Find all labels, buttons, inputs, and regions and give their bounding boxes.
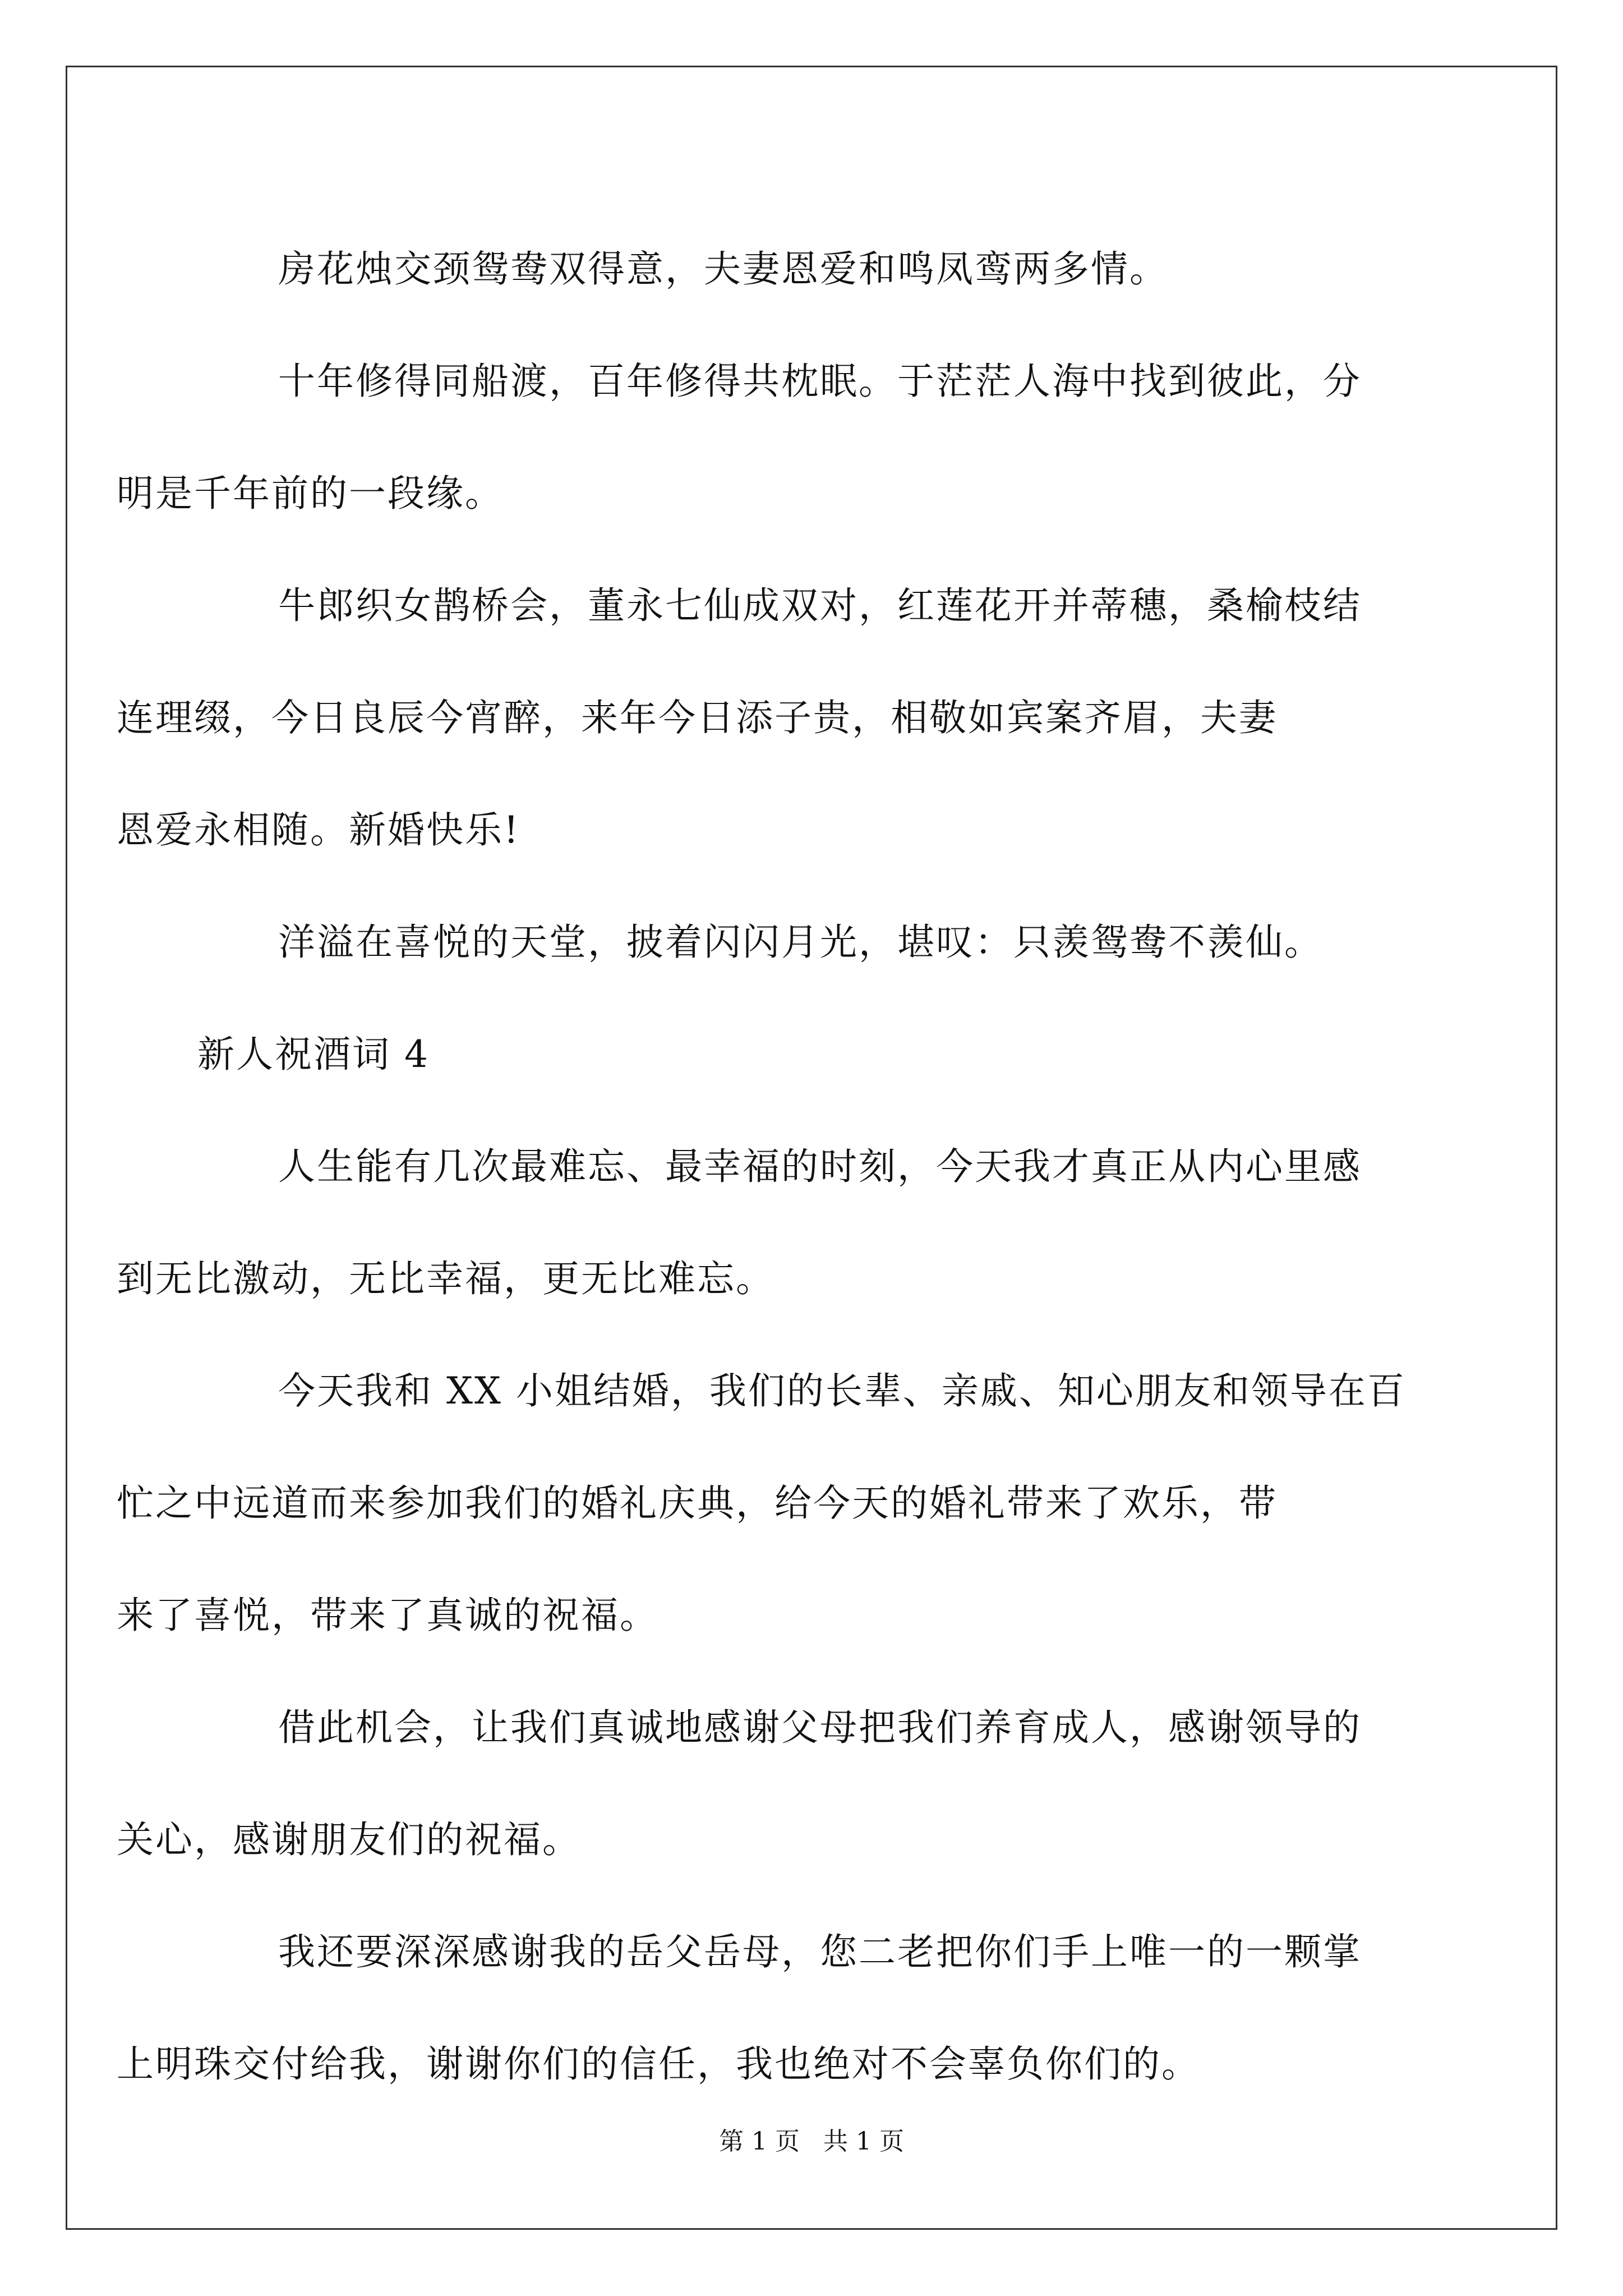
text-line: 我还要深深感谢我的岳父岳母，您二老把你们手上唯一的一颗掌 — [278, 1930, 1362, 1973]
paragraph — [197, 213, 1426, 325]
text-line: 人生能有几次最难忘、最幸福的时刻，今天我才真正从内心里感 — [278, 1145, 1362, 1188]
text-line: 上明珠交付给我，谢谢你们的信任，我也绝对不会辜负你们的。 — [117, 2042, 1200, 2086]
text-line: 到无比激动，无比幸福，更无比难忘。 — [117, 1257, 774, 1300]
text-line: 牛郎织女鹊桥会，董永七仙成双对，红莲花开并蒂穗，桑榆枝结 — [278, 584, 1362, 627]
paragraph — [117, 1672, 1426, 1896]
text-line: 恩爱永相随。新婚快乐! — [117, 808, 520, 852]
paragraph — [117, 325, 1426, 550]
paragraph — [117, 1335, 1426, 1672]
section-heading — [197, 999, 1426, 1111]
paragraph — [117, 1896, 1426, 2120]
text-line: 洋溢在喜悦的天堂，披着闪闪月光，堪叹：只羡鸳鸯不羡仙。 — [278, 921, 1323, 964]
text-line: 关心，感谢朋友们的祝福。 — [117, 1818, 581, 1861]
page-footer — [0, 2125, 1623, 2159]
text-line: 忙之中远道而来参加我们的婚礼庆典，给今天的婚礼带来了欢乐，带 — [117, 1481, 1278, 1525]
text-line: 十年修得同船渡，百年修得共枕眠。于茫茫人海中找到彼此，分 — [278, 360, 1362, 403]
text-line: 房花烛交颈鸳鸯双得意，夫妻恩爱和鸣凤鸾两多情。 — [278, 247, 1168, 291]
text-line: 连理缀，今日良辰今宵醉，来年今日添子贵，相敬如宾案齐眉，夫妻 — [117, 696, 1278, 739]
paragraph — [197, 886, 1426, 999]
text-line: 今天我和 XX 小姐结婚，我们的长辈、亲戚、知心朋友和领导在百 — [278, 1369, 1406, 1412]
paragraph — [117, 1111, 1426, 1335]
text-line: 借此机会，让我们真诚地感谢父母把我们养育成人，感谢领导的 — [278, 1706, 1362, 1749]
page-number: 第 1 页 — [719, 2127, 800, 2156]
footer-spacer — [800, 2127, 823, 2156]
text-line: 明是千年前的一段缘。 — [117, 472, 504, 515]
document-body — [117, 213, 1426, 2120]
text-line: 来了喜悦，带来了真诚的祝福。 — [117, 1594, 658, 1637]
total-pages: 共 1 页 — [823, 2127, 904, 2156]
heading-text: 新人祝酒词 4 — [197, 1033, 430, 1076]
paragraph — [117, 550, 1426, 886]
